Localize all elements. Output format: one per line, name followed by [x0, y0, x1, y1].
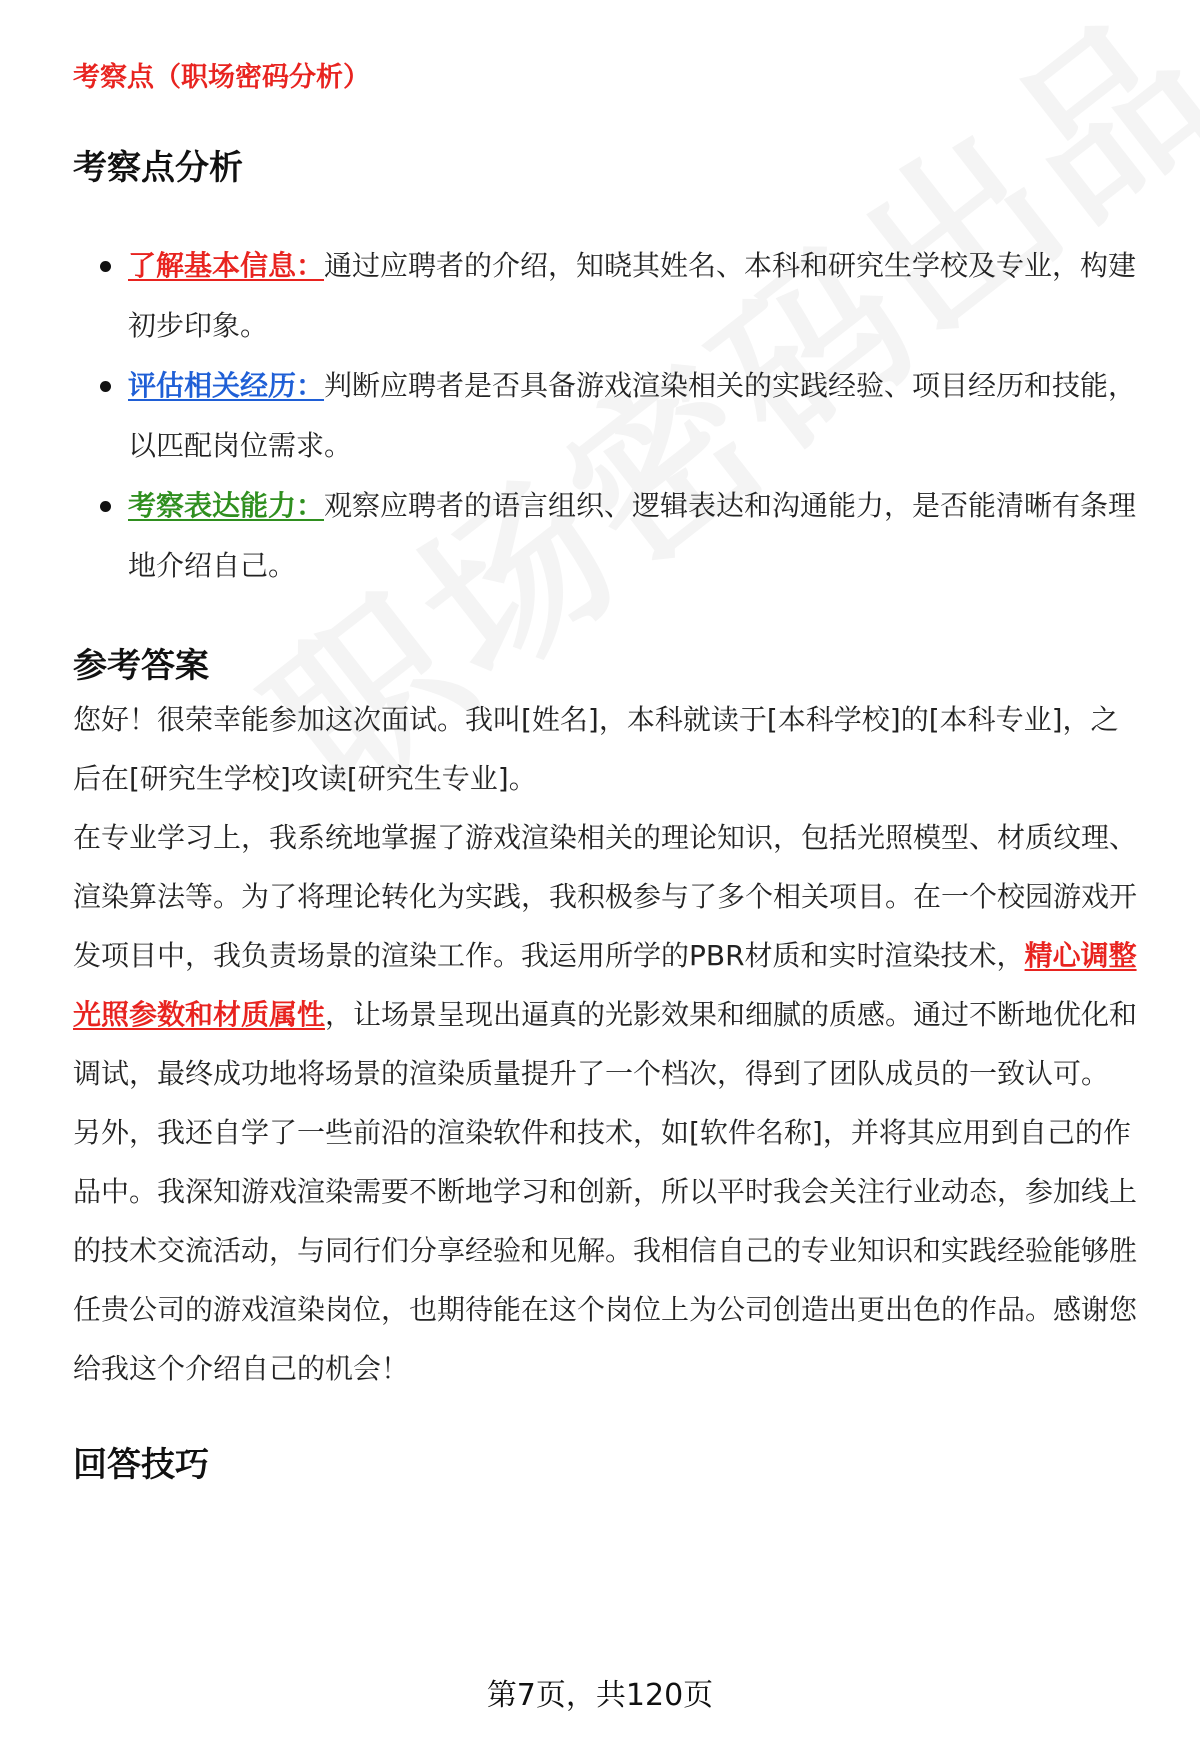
top-title: 考察点（职场密码分析） [73, 62, 370, 93]
keyword-expression: 考察表达能力： [128, 489, 325, 522]
analysis-list [73, 236, 1138, 596]
tips-heading: 回答技巧 [73, 1445, 209, 1485]
list-item-text: 判断应聘者是否具备游戏渲染相关的实践经验、项目经历和技能，以匹配岗位需求。 [128, 369, 1137, 462]
highlight-text: 精心调整光照参数和材质属性 [73, 939, 1137, 1031]
bullet-dot-icon [100, 501, 111, 512]
bullet-dot-icon [100, 381, 111, 392]
analysis-heading: 考察点分析 [73, 148, 243, 188]
paragraph-text: 在专业学习上，我系统地掌握了游戏渲染相关的理论知识，包括光照模型、材质纹理、渲染算法等。为了将理论转化为实践，我积极参与了多个相关项目。在一个校园游戏开发项目中，我负责场景的渲染工作。我运用所学的PBR材质和实时渲染技术， [73, 821, 1138, 972]
answer-paragraph-3: 另外，我还自学了一些前沿的渲染软件和技术，如[软件名称]，并将其应用到自己的作品中。我深知游戏渲染需要不断地学习和创新，所以平时我会关注行业动态，参加线上的技术交流活动，与同行们分享经验和见解。我相信自己的专业知识和实践经验能够胜任贵公司的游戏渲染岗位，也期待能在这个岗位上为公司创造出更出色的作品。感谢您给我这个介绍自己的机会！ [73, 1116, 1138, 1385]
list-item-text: 观察应聘者的语言组织、逻辑表达和沟通能力，是否能清晰有条理地介绍自己。 [128, 489, 1137, 582]
paragraph-text: ，让场景呈现出逼真的光影效果和细腻的质感。通过不断地优化和调试，最终成功地将场景的渲染质量提升了一个档次，得到了团队成员的一致认可。 [73, 998, 1138, 1090]
keyword-basic-info: 了解基本信息： [128, 249, 325, 282]
page-number: 第7页，共120页 [486, 1678, 714, 1713]
list-item [73, 356, 1138, 476]
answer-heading: 参考答案 [73, 646, 209, 686]
list-item [73, 236, 1138, 356]
content [73, 58, 1138, 1489]
list-item [73, 476, 1138, 596]
answer-paragraph-2 [73, 808, 1138, 1103]
answer-paragraph-1: 您好！很荣幸能参加这次面试。我叫[姓名]，本科就读于[本科学校]的[本科专业]，之后在[研究生学校]攻读[研究生专业]。 [73, 703, 1119, 795]
keyword-experience: 评估相关经历： [128, 369, 325, 402]
list-item-text: 通过应聘者的介绍，知晓其姓名、本科和研究生学校及专业，构建初步印象。 [128, 249, 1137, 342]
bullet-dot-icon [100, 261, 111, 272]
